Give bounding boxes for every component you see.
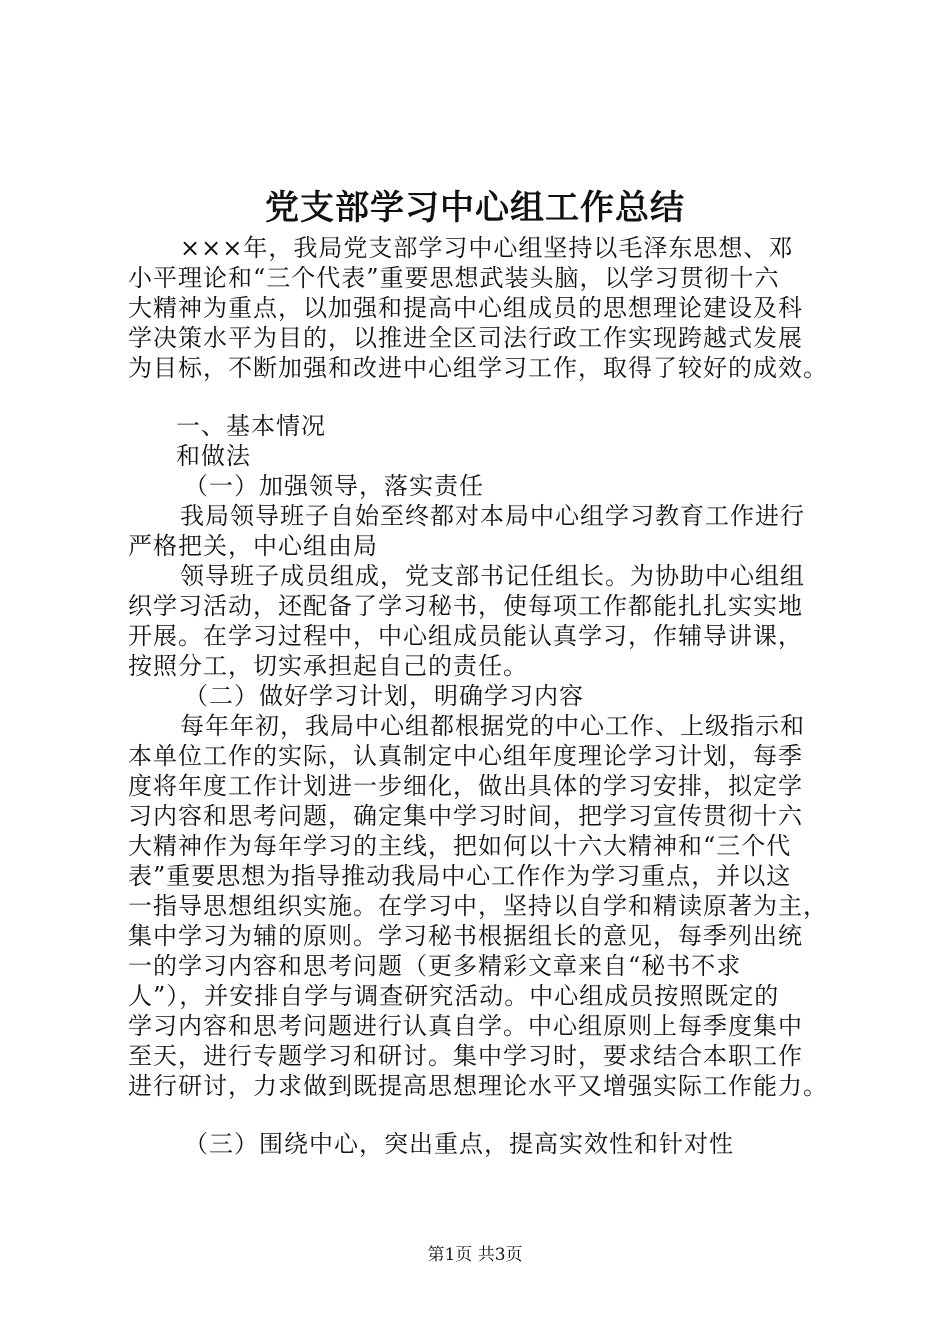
page-footer: 第1页 共3页 [427,1245,523,1265]
section-heading-1-continued: 和做法 [176,442,251,470]
paragraph-2-line-1: 领导班子成员组成，党支部书记任组长。为协助中心组组 [180,562,805,590]
paragraph-3-line-13: 进行研讨，力求做到既提高思想理论水平又增强实际工作能力。 [128,1072,828,1100]
subsection-heading-1: （一）加强领导，落实责任 [184,472,484,500]
subsection-heading-2: （二）做好学习计划，明确学习内容 [184,682,584,710]
spacer [128,1101,840,1129]
paragraph-3-line-9: 一的学习内容和思考问题（更多精彩文章来自“秘书不求 [128,952,742,980]
paragraph-3-line-1: 每年年初，我局中心组都根据党的中心工作、上级指示和 [180,712,805,740]
spacer [128,383,840,411]
paragraph-3-line-8: 集中学习为辅的原则。学习秘书根据组长的意见，每季列出统 [128,922,803,950]
paragraph-3-line-12: 至天，进行专题学习和研讨。集中学习时，要求结合本职工作 [128,1042,803,1070]
paragraph-intro-line-2: 小平理论和“三个代表”重要思想武装头脑，以学习贯彻十六 [128,264,780,292]
paragraph-3-line-2: 本单位工作的实际，认真制定中心组年度理论学习计划，每季 [128,742,803,770]
paragraph-intro-line-4: 学决策水平为目的，以推进全区司法行政工作实现跨越式发展 [128,324,803,352]
subsection-heading-3: （三）围绕中心，突出重点，提高实效性和针对性 [184,1130,734,1158]
paragraph-3-line-5: 大精神作为每年学习的主线，把如何以十六大精神和“三个代 [128,832,792,860]
paragraph-2-line-3: 开展。在学习过程中，中心组成员能认真学习，作辅导讲课， [128,622,803,650]
paragraph-1-line-1: 我局领导班子自始至终都对本局中心组学习教育工作进行 [180,502,805,530]
paragraph-3-line-6: 表”重要思想为指导推动我局中心工作作为学习重点，并以这 [128,862,792,890]
paragraph-intro-line-1: ×××年，我局党支部学习中心组坚持以毛泽东思想、邓 [180,234,794,262]
paragraph-3-line-10: 人”），并安排自学与调查研究活动。中心组成员按照既定的 [128,982,780,1010]
paragraph-3-line-7: 一指导思想组织实施。在学习中，坚持以自学和精读原著为主， [128,892,828,920]
paragraph-intro-line-3: 大精神为重点，以加强和提高中心组成员的思想理论建设及科 [128,294,803,322]
paragraph-3-line-3: 度将年度工作计划进一步细化，做出具体的学习安排，拟定学 [128,772,803,800]
paragraph-intro-line-5: 为目标，不断加强和改进中心组学习工作，取得了较好的成效。 [128,354,828,382]
document-title: 党支部学习中心组工作总结 [265,188,685,228]
paragraph-2-line-4: 按照分工，切实承担起自己的责任。 [128,652,528,680]
section-heading-1: 一、基本情况 [176,412,326,440]
paragraph-2-line-2: 织学习活动，还配备了学习秘书，使每项工作都能扎扎实实地 [128,592,803,620]
paragraph-1-line-2: 严格把关，中心组由局 [128,532,378,560]
paragraph-3-line-4: 习内容和思考问题，确定集中学习时间，把学习宣传贯彻十六 [128,802,803,830]
paragraph-3-line-11: 学习内容和思考问题进行认真自学。中心组原则上每季度集中 [128,1012,803,1040]
document-body [128,233,840,1159]
